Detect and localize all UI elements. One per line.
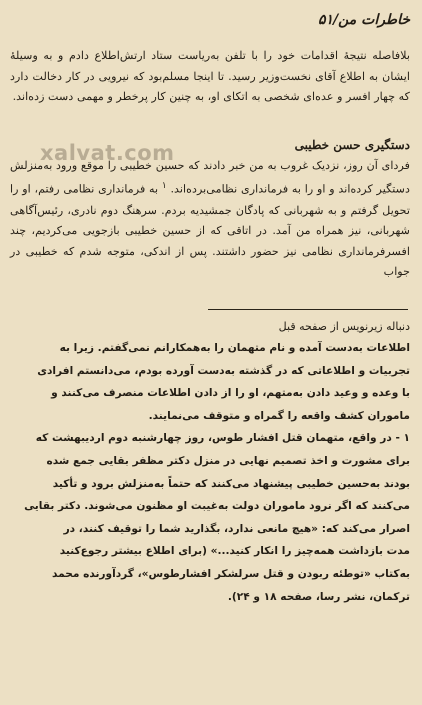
paragraph-2-start: فردای آن روز، نزدیک غروب به من خبر دادند که حسین خطیبی را موقع ورود به‌منزلش دستگیر کرده‌اند و او را به فرمانداری نظامی‌برده‌اند. [10, 158, 410, 197]
footnote-line: اطلاعات به‌دست آمده و نام متهمان را به‌همکارانم نمی‌گفتم. زیرا به [59, 342, 410, 355]
footnote-line: می‌کنند که اگر نرود ماموران دولت به‌غیبت او مظنون می‌شوند. دکتر بقایی [24, 500, 410, 513]
page-number: /۵۱ [317, 12, 339, 28]
footnote-divider [208, 309, 408, 310]
footnote-line: ۱ - در واقع، متهمان قتل افشار طوس، روز چهارشنبه دوم اردیبهشت که [35, 432, 410, 445]
footnote-line: ترکمان، نشر رسا، صفحه ۱۸ و ۲۴). [227, 590, 410, 603]
footnote-line: اصرار می‌کند که: «هیچ مانعی ندارد، بگذارید شما را توقیف کنند، در [63, 522, 410, 535]
footnote-title: دنباله زیرنویس از صفحه قبل [278, 320, 410, 334]
running-title [318, 12, 410, 28]
paragraph-2 [10, 156, 410, 283]
paragraph-1: بلافاصله نتیجه‌ٔ اقدامات خود را با تلفن به‌ریاست ستاد ارتش‌اطلاع دادم و به وسیله‌ٔ ایشان به اطلاع آقای نخست‌وزیر رسید. تا اینجا مسلم‌بود که نیرویی در کار دخالت دارد که چهار افسر و عده‌ای شخصی به اتکای او، به چنین کار پرخطر و مهمی دست زده‌اند. [10, 49, 410, 104]
footnote-marker: ۱ [161, 181, 167, 192]
footnote-line: بودند به‌حسین خطیبی پیشنهاد می‌کنند که حتماً به‌منزلش برود و تأکید [52, 477, 410, 490]
footnote-line: برای مشورت و اخذ تصمیم نهایی در منزل دکتر مظفر بقایی جمع شده [46, 455, 410, 468]
page-header [10, 6, 410, 34]
footnote-line: تجربیات و اطلاعاتی که در گذشته به‌دست آورده بودم، می‌دانستم افرادی [37, 364, 410, 377]
footnote-line: مدت بازداشت همه‌چیز را انکار کنید...» (برای اطلاع بیشتر رجوع‌کنید [59, 545, 410, 558]
running-title-text: خاطرات من [338, 12, 410, 28]
footnote-line: به‌کتاب «توطئه ربودن و قتل سرلشکر افشارطوس»، گردآورنده محمد [51, 568, 410, 581]
footnote-line: با وعده و وعید دادن به‌متهم، او را از دادن اطلاعات منصرف می‌کنند و [51, 387, 410, 400]
section-heading: دستگیری حسن خطیبی [294, 137, 410, 152]
paragraph-2-continued: به فرمانداری نظامی رفتم، او را تحویل گرفتم و به شهربانی که پادگان جمشیدیه بردم. سرهنگ دوم نادری، رئیس‌آگاهی شهربانی، نیز همراه من آمد. در اتاقی که از حسین خطیبی بازجویی می‌کردیم، چند افسرفرمانداری نظامی نیز حضور داشتند. پس از اندکی، متوجه شدم که خطیبی در جواب [10, 183, 410, 279]
footnote-body [10, 337, 410, 608]
watermark: xalvat.com [40, 141, 175, 165]
footnote-line: ماموران کشف واقعه را گمراه و متوقف می‌نمایند. [148, 409, 410, 422]
